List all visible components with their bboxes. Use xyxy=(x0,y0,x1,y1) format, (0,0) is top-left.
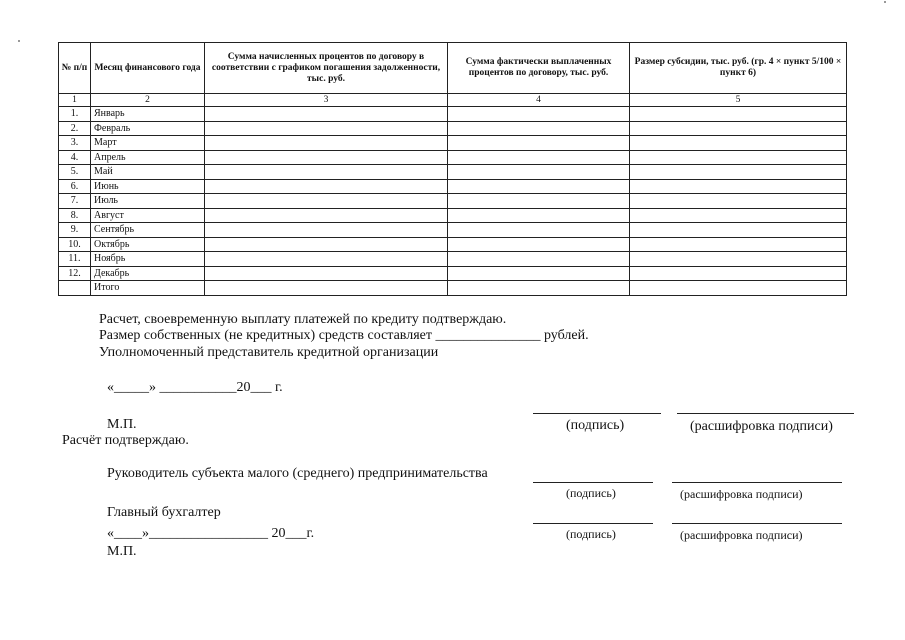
cell-subsidy xyxy=(630,208,847,223)
column-number: 5 xyxy=(630,94,847,107)
cell-subsidy xyxy=(630,223,847,238)
table-row xyxy=(59,179,847,194)
signature-line xyxy=(533,413,661,414)
cell-paid xyxy=(448,223,630,238)
cell-paid xyxy=(448,179,630,194)
row-number: 8. xyxy=(59,208,91,223)
row-month: Март xyxy=(91,136,205,151)
cell-subsidy xyxy=(630,179,847,194)
signature-caption-3: (подпись) xyxy=(566,527,616,541)
cell-subsidy xyxy=(630,150,847,165)
row-number: 12. xyxy=(59,266,91,281)
header-row xyxy=(59,43,847,94)
table-row xyxy=(59,194,847,209)
signature-line xyxy=(533,523,653,524)
cell-paid xyxy=(448,281,630,296)
row-number: 4. xyxy=(59,150,91,165)
column-number: 2 xyxy=(91,94,205,107)
cell-accrued xyxy=(205,281,448,296)
cell-paid xyxy=(448,266,630,281)
signature-decode-caption-3: (расшифровка подписи) xyxy=(680,528,803,542)
row-number: 7. xyxy=(59,194,91,209)
column-number: 3 xyxy=(205,94,448,107)
row-month: Декабрь xyxy=(91,266,205,281)
row-month: Июнь xyxy=(91,179,205,194)
cell-accrued xyxy=(205,150,448,165)
row-month: Сентябрь xyxy=(91,223,205,238)
table-row xyxy=(59,121,847,136)
bank-representative-label: Уполномоченный представитель кредитной организации xyxy=(99,345,439,360)
cell-subsidy xyxy=(630,165,847,180)
cell-accrued xyxy=(205,136,448,151)
row-month: Июль xyxy=(91,194,205,209)
cell-accrued xyxy=(205,165,448,180)
scan-speck xyxy=(884,1,886,3)
row-month: Август xyxy=(91,208,205,223)
signature-decode-line xyxy=(677,413,854,414)
table-row xyxy=(59,252,847,267)
stamp-placeholder-2: М.П. xyxy=(107,544,137,559)
cell-paid xyxy=(448,121,630,136)
row-month: Итого xyxy=(91,281,205,296)
table-row xyxy=(59,237,847,252)
row-month: Май xyxy=(91,165,205,180)
column-number-row xyxy=(59,94,847,107)
signature-decode-caption-2: (расшифровка подписи) xyxy=(680,487,803,501)
signature-line xyxy=(533,482,653,483)
column-number: 4 xyxy=(448,94,630,107)
own-funds-prefix: Размер собственных (не кредитных) средств составляет xyxy=(99,328,432,343)
cell-paid xyxy=(448,136,630,151)
signature-decode-line xyxy=(672,523,842,524)
cell-paid xyxy=(448,165,630,180)
cell-accrued xyxy=(205,252,448,267)
calculation-confirmed-label: Расчёт подтверждаю. xyxy=(62,433,189,448)
own-funds-statement xyxy=(99,328,589,344)
cell-accrued xyxy=(205,194,448,209)
cell-accrued xyxy=(205,179,448,194)
signature-caption-1: (подпись) xyxy=(566,418,625,433)
row-month: Февраль xyxy=(91,121,205,136)
row-number: 3. xyxy=(59,136,91,151)
header-month: Месяц финансового года xyxy=(91,43,205,94)
cell-paid xyxy=(448,107,630,122)
cell-accrued xyxy=(205,121,448,136)
confirmation-statement: Расчет, своевременную выплату платежей по кредиту подтверждаю. xyxy=(99,312,507,327)
row-month: Октябрь xyxy=(91,237,205,252)
cell-subsidy xyxy=(630,237,847,252)
table-row xyxy=(59,150,847,165)
date-field-2: «____»_________________ 20___г. xyxy=(107,526,315,541)
row-number xyxy=(59,281,91,296)
cell-paid xyxy=(448,194,630,209)
cell-subsidy xyxy=(630,107,847,122)
subsidy-calculation-table xyxy=(58,42,847,296)
table-row xyxy=(59,208,847,223)
cell-subsidy xyxy=(630,194,847,209)
cell-subsidy xyxy=(630,121,847,136)
table-row xyxy=(59,107,847,122)
cell-paid xyxy=(448,252,630,267)
chief-accountant-label: Главный бухгалтер xyxy=(107,505,221,520)
scan-speck xyxy=(18,40,20,42)
cell-paid xyxy=(448,150,630,165)
table-row xyxy=(59,266,847,281)
table-row xyxy=(59,136,847,151)
cell-paid xyxy=(448,208,630,223)
cell-paid xyxy=(448,237,630,252)
signature-decode-line xyxy=(672,482,842,483)
cell-subsidy xyxy=(630,136,847,151)
cell-accrued xyxy=(205,266,448,281)
signature-decode-caption-1: (расшифровка подписи) xyxy=(690,419,833,434)
stamp-placeholder-1: М.П. xyxy=(107,417,137,432)
cell-subsidy xyxy=(630,252,847,267)
row-number: 1. xyxy=(59,107,91,122)
row-number: 9. xyxy=(59,223,91,238)
cell-subsidy xyxy=(630,281,847,296)
cell-accrued xyxy=(205,208,448,223)
row-number: 11. xyxy=(59,252,91,267)
header-subsidy: Размер субсидии, тыс. руб. (гр. 4 × пункт 5/100 × пункт 6) xyxy=(630,43,847,94)
own-funds-blank: _______________ xyxy=(435,328,541,343)
cell-accrued xyxy=(205,237,448,252)
business-head-label: Руководитель субъекта малого (среднего) предпринимательства xyxy=(107,466,488,481)
row-month: Ноябрь xyxy=(91,252,205,267)
cell-accrued xyxy=(205,223,448,238)
header-number: № п/п xyxy=(59,43,91,94)
header-accrued-interest: Сумма начисленных процентов по договору в соответствии с графиком погашения задолженности, тыс. руб. xyxy=(205,43,448,94)
row-month: Апрель xyxy=(91,150,205,165)
signature-caption-2: (подпись) xyxy=(566,486,616,500)
table-row xyxy=(59,223,847,238)
table-row xyxy=(59,165,847,180)
row-number: 2. xyxy=(59,121,91,136)
table-row-total xyxy=(59,281,847,296)
own-funds-suffix: рублей. xyxy=(543,328,589,343)
column-number: 1 xyxy=(59,94,91,107)
cell-subsidy xyxy=(630,266,847,281)
cell-accrued xyxy=(205,107,448,122)
row-month: Январь xyxy=(91,107,205,122)
row-number: 10. xyxy=(59,237,91,252)
date-field-1: «_____» ___________20___ г. xyxy=(107,380,283,395)
row-number: 6. xyxy=(59,179,91,194)
row-number: 5. xyxy=(59,165,91,180)
header-paid-interest: Сумма фактически выплаченных процентов по договору, тыс. руб. xyxy=(448,43,630,94)
